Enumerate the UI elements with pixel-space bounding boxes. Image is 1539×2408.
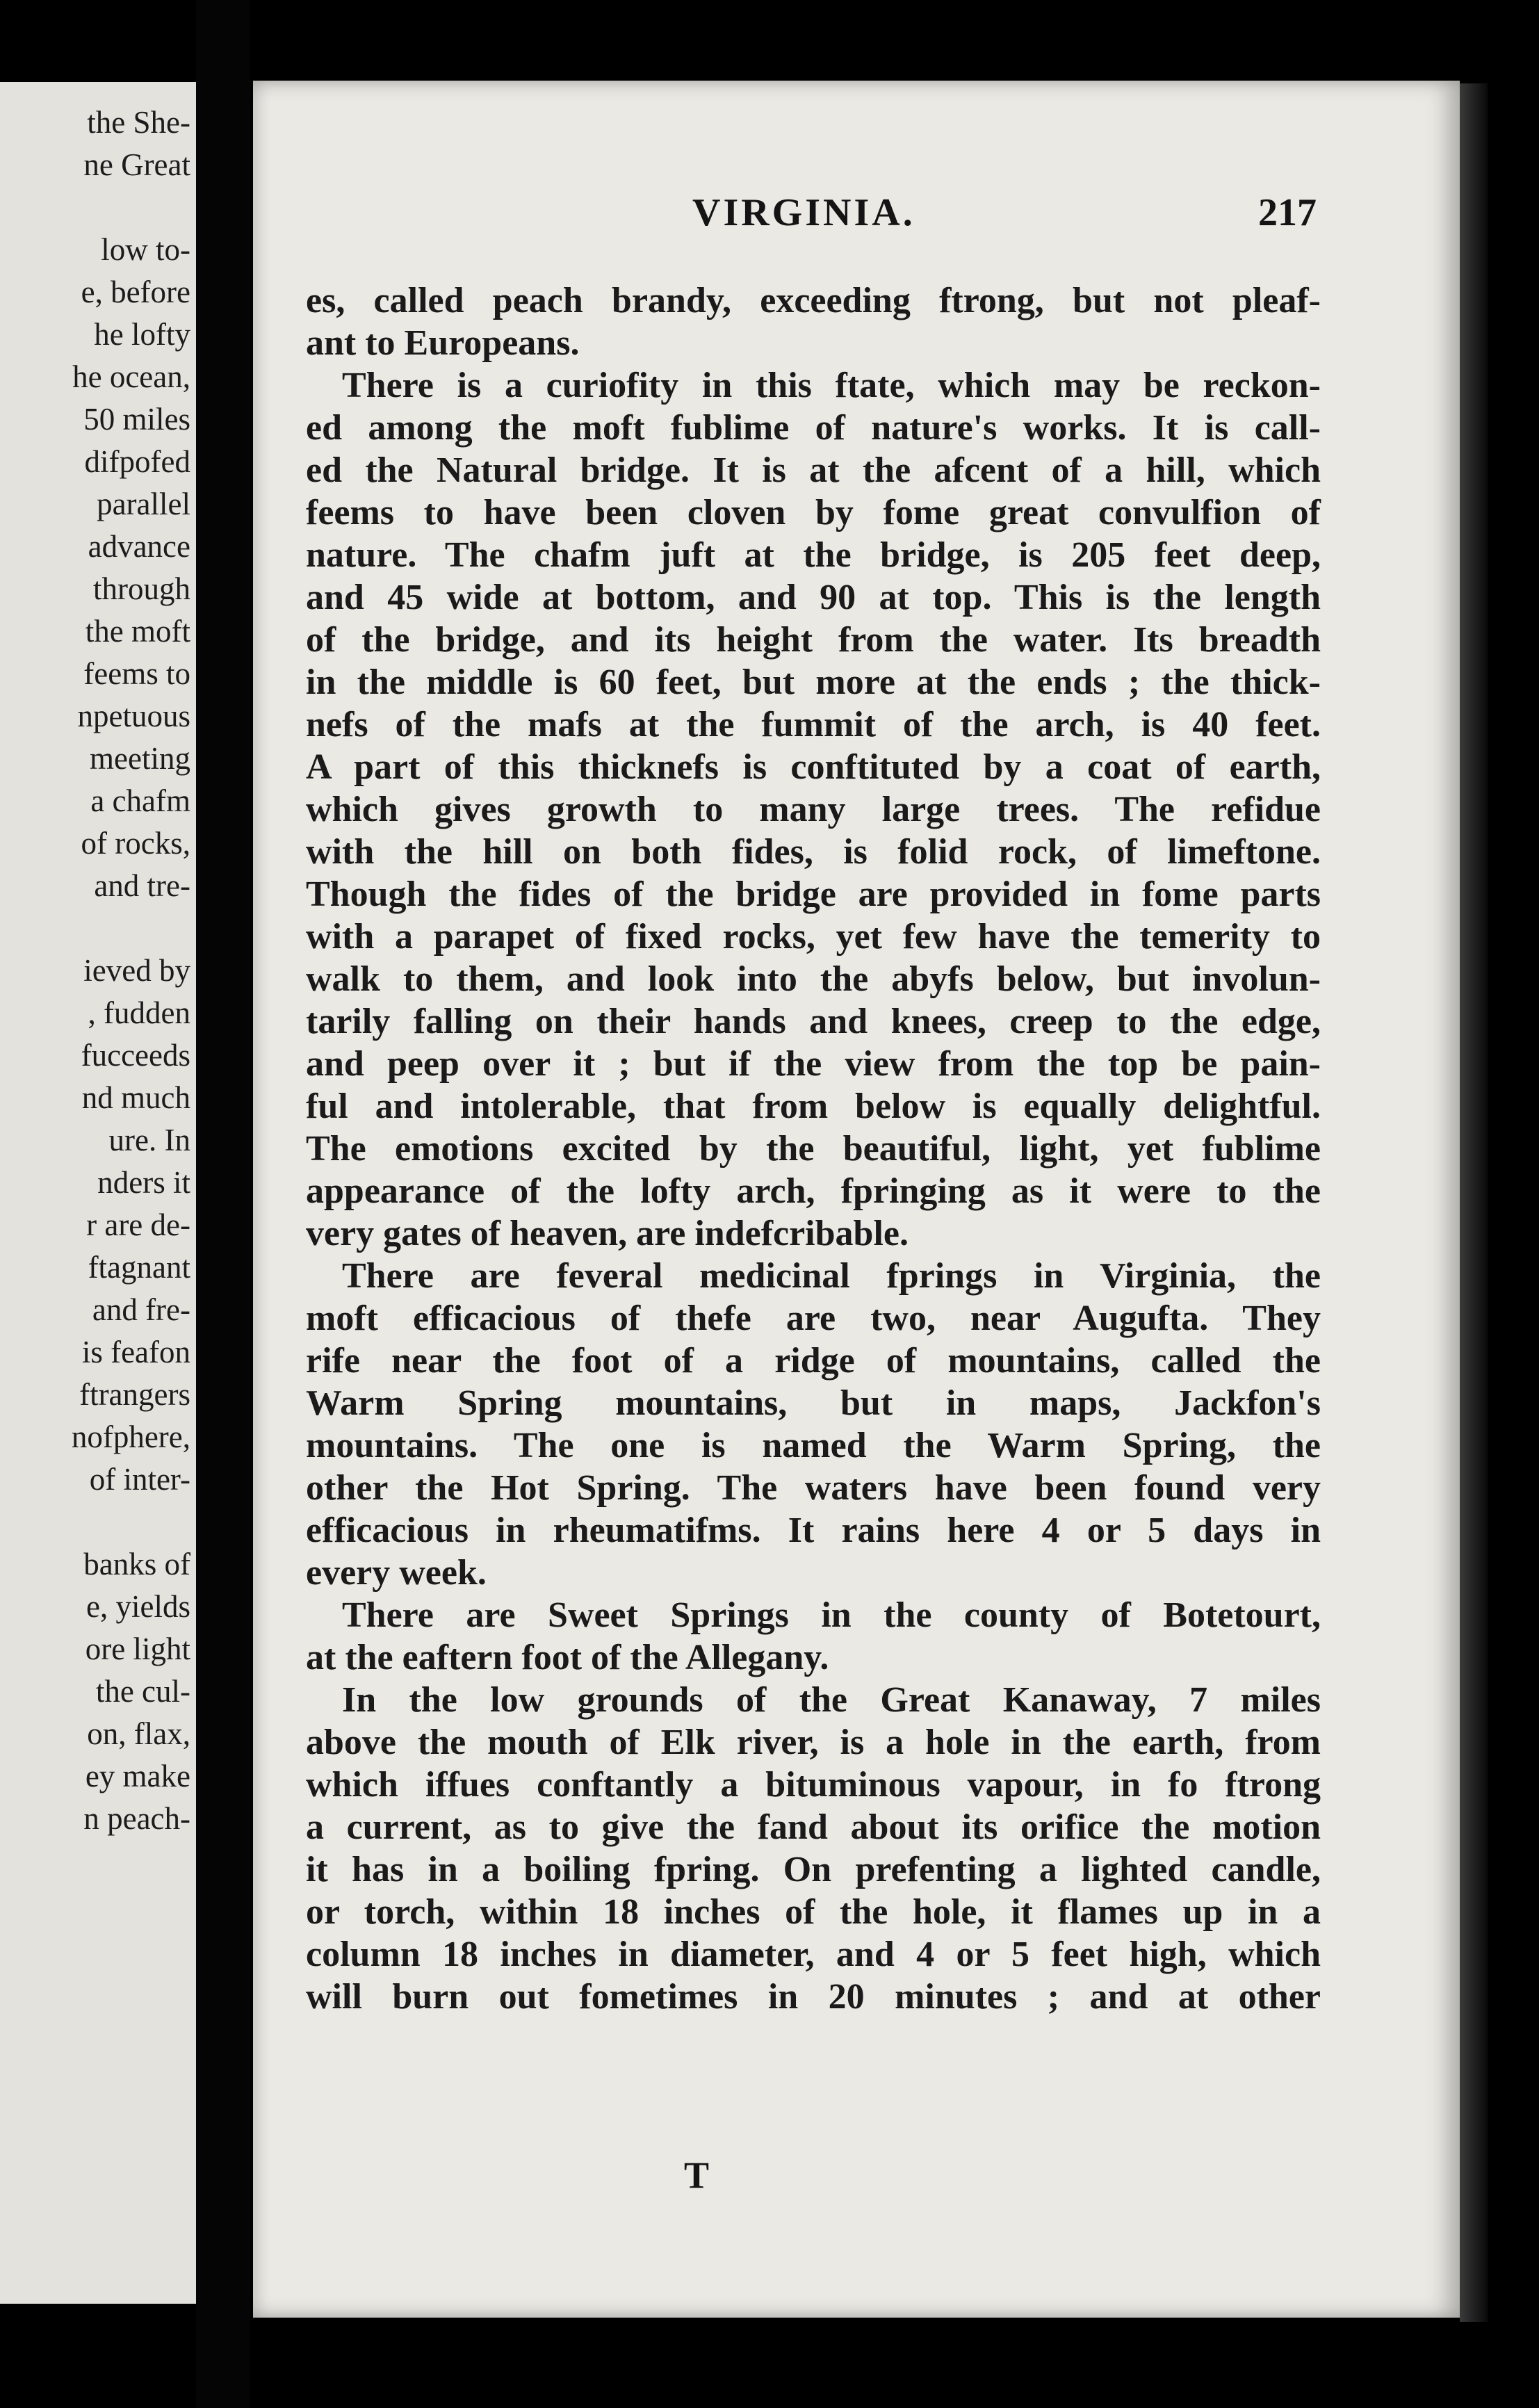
text-line: mountains. The one is named the Warm Spring, the bbox=[306, 1426, 1321, 1465]
text-line: rife near the foot of a ridge of mountains, called the bbox=[306, 1341, 1321, 1381]
text-line: with the hill on both fides, is folid rock, of limeftone. bbox=[306, 832, 1321, 872]
text-line: and 45 wide at bottom, and 90 at top. This is the length bbox=[306, 578, 1321, 617]
text-line: In the low grounds of the Great Kanaway, 7 miles bbox=[342, 1680, 1321, 1720]
facing-page-fragment bbox=[0, 82, 196, 2304]
text-line: which iffues conftantly a bituminous vapour, in fo ftrong bbox=[306, 1765, 1321, 1805]
facing-page-line: nders it bbox=[97, 1165, 190, 1200]
text-line: tarily falling on their hands and knees, creep to the edge, bbox=[306, 1002, 1321, 1041]
facing-page-line: through bbox=[93, 571, 190, 606]
facing-page-line: of inter- bbox=[89, 1462, 190, 1497]
facing-page-line: ey make bbox=[85, 1759, 190, 1793]
text-line: it has in a boiling fpring. On prefenting a lighted candle, bbox=[306, 1850, 1321, 1889]
book-page bbox=[253, 81, 1460, 2318]
facing-page-line: ore light bbox=[85, 1632, 190, 1666]
text-line: es, called peach brandy, exceeding ftrong, but not pleaf- bbox=[306, 281, 1321, 320]
facing-page-line: fucceeds bbox=[81, 1038, 190, 1073]
facing-page-line: parallel bbox=[97, 487, 190, 521]
text-line: above the mouth of Elk river, is a hole in the earth, from bbox=[306, 1723, 1321, 1762]
facing-page-line: and tre- bbox=[94, 868, 190, 903]
text-line: with a parapet of fixed rocks, yet few have the temerity to bbox=[306, 917, 1321, 957]
facing-page-line: he lofty bbox=[94, 317, 190, 352]
text-line: in the middle is 60 feet, but more at the ends ; the thick- bbox=[306, 662, 1321, 702]
facing-page-line: r are de- bbox=[86, 1207, 190, 1242]
facing-page-line: e, yields bbox=[86, 1589, 190, 1624]
text-line: efficacious in rheumatifms. It rains here 4 or 5 days in bbox=[306, 1511, 1321, 1550]
facing-page-line: feems to bbox=[83, 656, 190, 691]
facing-page-line: of rocks, bbox=[81, 826, 190, 861]
text-line: nature. The chafm juft at the bridge, is 205 feet deep, bbox=[306, 535, 1321, 575]
text-line: which gives growth to many large trees. The refidue bbox=[306, 790, 1321, 829]
facing-page-line: , fudden bbox=[88, 995, 190, 1030]
signature-mark: T bbox=[684, 2154, 710, 2196]
text-line: ful and intolerable, that from below is equally delightful. bbox=[306, 1087, 1321, 1126]
facing-page-line: ure. In bbox=[108, 1123, 190, 1157]
facing-page-line: the moft bbox=[85, 614, 190, 649]
text-line: other the Hot Spring. The waters have been found very bbox=[306, 1468, 1321, 1508]
text-line: walk to them, and look into the abyfs below, but involun- bbox=[306, 959, 1321, 999]
facing-page-line: npetuous bbox=[77, 699, 190, 733]
facing-page-line: advance bbox=[88, 529, 190, 564]
text-line: and peep over it ; but if the view from the top be pain- bbox=[306, 1044, 1321, 1084]
text-line: feems to have been cloven by fome great convulfion of bbox=[306, 493, 1321, 532]
text-line: every week. bbox=[306, 1553, 487, 1593]
facing-page-line: the cul- bbox=[95, 1674, 190, 1709]
text-line: A part of this thicknefs is conftituted by a coat of earth, bbox=[306, 747, 1321, 787]
facing-page-line: meeting bbox=[90, 741, 190, 776]
facing-page-line: on, flax, bbox=[87, 1716, 190, 1751]
text-line: of the bridge, and its height from the water. Its breadth bbox=[306, 620, 1321, 660]
text-line: will burn out fometimes in 20 minutes ; and at other bbox=[306, 1977, 1321, 2017]
facing-page-line: a chafm bbox=[90, 783, 190, 818]
text-line: ed among the moft fublime of nature's works. It is call- bbox=[306, 408, 1321, 448]
text-line: There are Sweet Springs in the county of Botetourt, bbox=[342, 1595, 1321, 1635]
text-line: The emotions excited by the beautiful, light, yet fublime bbox=[306, 1129, 1321, 1169]
facing-page-line: banks of bbox=[83, 1547, 190, 1581]
text-line: There are feveral medicinal fprings in Virginia, the bbox=[342, 1256, 1321, 1296]
facing-page-line: is feafon bbox=[81, 1335, 190, 1369]
text-line: There is a curiofity in this ftate, which may be reckon- bbox=[342, 366, 1321, 405]
facing-page-line: and fre- bbox=[92, 1292, 190, 1327]
text-line: appearance of the lofty arch, fpringing as it were to the bbox=[306, 1171, 1321, 1211]
facing-page-line: nofphere, bbox=[71, 1419, 190, 1454]
facing-page-line: he ocean, bbox=[72, 359, 190, 394]
page-edge-shadow bbox=[1460, 83, 1488, 2322]
facing-page-line: 50 miles bbox=[83, 402, 190, 437]
facing-page-line: ne Great bbox=[83, 147, 190, 182]
body-text bbox=[306, 279, 1321, 2018]
text-line: Warm Spring mountains, but in maps, Jackfon's bbox=[306, 1383, 1321, 1423]
running-head bbox=[253, 190, 1460, 239]
facing-page-line: e, before bbox=[81, 275, 190, 309]
text-line: or torch, within 18 inches of the hole, it flames up in a bbox=[306, 1892, 1321, 1932]
text-line: nefs of the mafs at the fummit of the arch, is 40 feet. bbox=[306, 705, 1321, 745]
facing-page-line: n peach- bbox=[83, 1801, 190, 1836]
binding-gutter bbox=[196, 0, 250, 2408]
facing-page-line: difpofed bbox=[84, 444, 190, 479]
text-line: moft efficacious of thefe are two, near Augufta. They bbox=[306, 1299, 1321, 1338]
text-line: a current, as to give the fand about its orifice the motion bbox=[306, 1807, 1321, 1847]
page-title: VIRGINIA. bbox=[692, 191, 915, 234]
text-line: at the eaftern foot of the Allegany. bbox=[306, 1638, 829, 1677]
facing-page-line: nd much bbox=[81, 1080, 190, 1115]
facing-page-line: low to- bbox=[101, 232, 190, 267]
text-line: ant to Europeans. bbox=[306, 323, 580, 363]
text-line: column 18 inches in diameter, and 4 or 5 feet high, which bbox=[306, 1935, 1321, 1974]
text-line: Though the fides of the bridge are provided in fome parts bbox=[306, 874, 1321, 914]
facing-page-line: ieved by bbox=[83, 953, 190, 988]
page-number: 217 bbox=[1258, 191, 1317, 234]
facing-page-line: the She- bbox=[87, 105, 190, 140]
text-line: very gates of heaven, are indefcribable. bbox=[306, 1214, 909, 1253]
facing-page-line: ftagnant bbox=[88, 1250, 190, 1285]
text-line: ed the Natural bridge. It is at the afcent of a hill, which bbox=[306, 450, 1321, 490]
facing-page-line: ftrangers bbox=[79, 1377, 190, 1412]
